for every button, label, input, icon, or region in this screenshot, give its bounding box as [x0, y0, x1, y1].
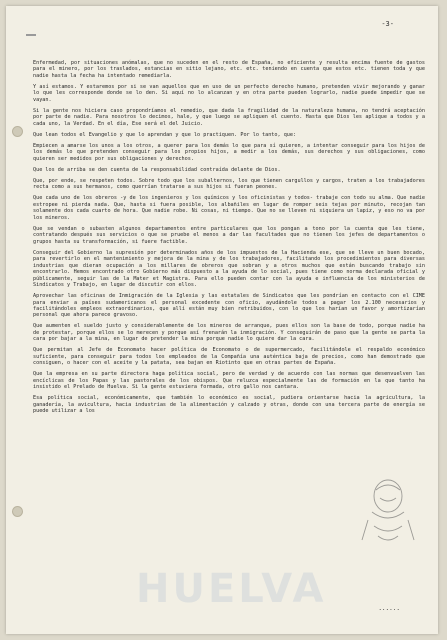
- paragraph: Que permitan al Jefe de Economato hacer política de Economato o de supermercado, facilitándole el respaldo económico suficiente, para conseguir para todos los empleados de la Compañía una auténtica baja de precios, como han demostrado que consiguen, o hacer con el aceite y la patata, sea bajan en Riotinto que en otras partes de España.: [33, 347, 425, 367]
- margin-mark: [26, 34, 36, 36]
- document-page: [6, 6, 438, 634]
- paragraph: Si la gente nos hiciera caso propondríamos el remedio, que dada la fragilidad de la naturaleza humana, no tendrá aceptación por parte de nadie. Para nosotros lo decimos, hale, y que luego se apliquen el cuento. Hasta que Dios les aplique a todos y a cada uno, la Verdad. En el día, Ese será el del Juicio.: [33, 107, 425, 127]
- punch-hole: [12, 506, 23, 517]
- paragraph: Que, por ende, se respeten todos. Sobre todo que los subalternos, los que tienen cargullos y cargos, traten a los trabajadores recta como a sus hermanos, como querrían tratarse a sus hijos si fueran peones.: [33, 177, 425, 191]
- paragraph: Aprovechar las oficinas de Inmigración de la Iglesia y las estatales de Sindicatos que les pondrían en contacto con el CIME para enviar a países sudamericanos el personal excedente con oficio, ayudándole todos a pagar los 2.100 necesarios y facilitándoles empleos extraordinarios, que allí están muy bien retribuidos, con lo que los harían un favor y amortizarían personal que ahora parece gravoso.: [33, 293, 425, 319]
- paragraph: Que lean todos el Evangelio y que lo aprendan y que lo practiquen. Por lo tanto, que:: [33, 131, 297, 138]
- watermark: HUELVA: [136, 566, 327, 612]
- paragraph: Conseguir del Gobierno la supresión por determinados años de los impuestos de la Hacienda ese, que se lleve un buen bocado, para revertirlo en el mantenimiento y mejora de la mina y de los trabajadores, facilitando los procedimientos para diversas industrias que dieran ocupación a los millares de obreros que sobran y a otros muchos que están buscando trabajo sin encontrarlo. Hemos encontrado otro Gobierno más dispuesto a la ayuda de lo social, pues tiene como norma declarada oficial y públicamente, seguir las de la Mater et Magistra. Para ello pueden contar con la ayuda e influencia de los ministerios de Sindicatos y Trabajo, en lugar de discutir con ellos.: [33, 249, 425, 289]
- continuation-mark: ......: [378, 605, 400, 612]
- page-number: -3-: [381, 20, 394, 28]
- paragraph: Enfermedad, por situaciones anómalas, que no suceden en el resto de España, no eficiente y resulta encima fuente de gastos para el minero, por los traslados, estancias en sitio lejano, etc. etc. teniendo en cuenta que estos etc. tienen toda y que nadie hasta la fecha ha intentado remediarla.: [33, 60, 425, 79]
- paragraph: Que aumenten el sueldo justo y considerablemente de los mineros de arranque, pues ellos son la base de todo, porque nadie ha de protestar, porque ellos se lo merecen y porque así frenarán la inmigración. Y conseguirán de paso que la gente se parta la cara por bajar a la mina, en lugar de pretender la mina porque nadie lo quiere dar la cara.: [33, 323, 425, 343]
- paragraph: Y así estamos. Y estaremos por si se van aquellos que en uso de un perfecto derecho humano, pretenden vivir mejorando y ganar lo que les corresponde donde se lo den. Si aquí no lo alcanzan y en otra parte pueden lograrlo, nadie puede impedir que se vayan.: [33, 83, 425, 103]
- paragraph: Esa política social, económicamente, que también lo económico es social, pudiera orientarse hacia la agricultura, la ganadería, la avicultura, hacia industrias de la alimentación y calzado y otras, donde con una tercera parte de energía se puede utilizar a los: [33, 395, 425, 415]
- paragraph: Que la empresa en su parte directora haga política social, pero de verdad y de acuerdo con las normas que desenvuelven las encíclicas de los Papas y las pastorales de los obispos. Que reluzca especialmente las de formación en la que tanto ha insistido el Prelado de Huelva. Si la gente estuviera formada, otro gallo nos cantara.: [33, 371, 425, 391]
- punch-hole: [12, 126, 23, 137]
- body-text: [33, 60, 425, 419]
- paragraph: Que los de arriba se den cuenta de la responsabilidad contraída delante de Dios.: [33, 166, 281, 173]
- paragraph: Que cada uno de los obreros -y de los ingenieros y los químicos y los oficinistas y todos- trabaje con todo su alma. Que nadie estropee ni pierda nada. Que, hasta si fuera posible, los albañiles en lugar de romper seis tejas por minuto, recojan tan solamente dos cada cuarto de hora. Que nadie robe. Ni cosas, ni tiempo. Que no se lleven ni siquiera un lapiz, y eso no va por los mineros.: [33, 195, 425, 221]
- paragraph: Que se vendan o subasten algunos departamentos entre particulares que los pongan a tono por la cuenta que les tiene, contratando después sus servicios o que se pruebe el menos a dar las facultades que no tienen los jefes de departamentos o grupos hasta su transformación, si fuere factible.: [33, 225, 425, 245]
- stamp-sketch-icon: [358, 476, 418, 554]
- paragraph: Empiecen a amarse los unos a los otros, a querer para los demás lo que para sí quieren, a intentar conseguir para los hijos de los demás lo que pretenden conseguir para los propios hijos, a medir a los demás, sus derechos y sus obligaciones, como quieren ser medidos por sus obligaciones y derechos.: [33, 142, 425, 162]
